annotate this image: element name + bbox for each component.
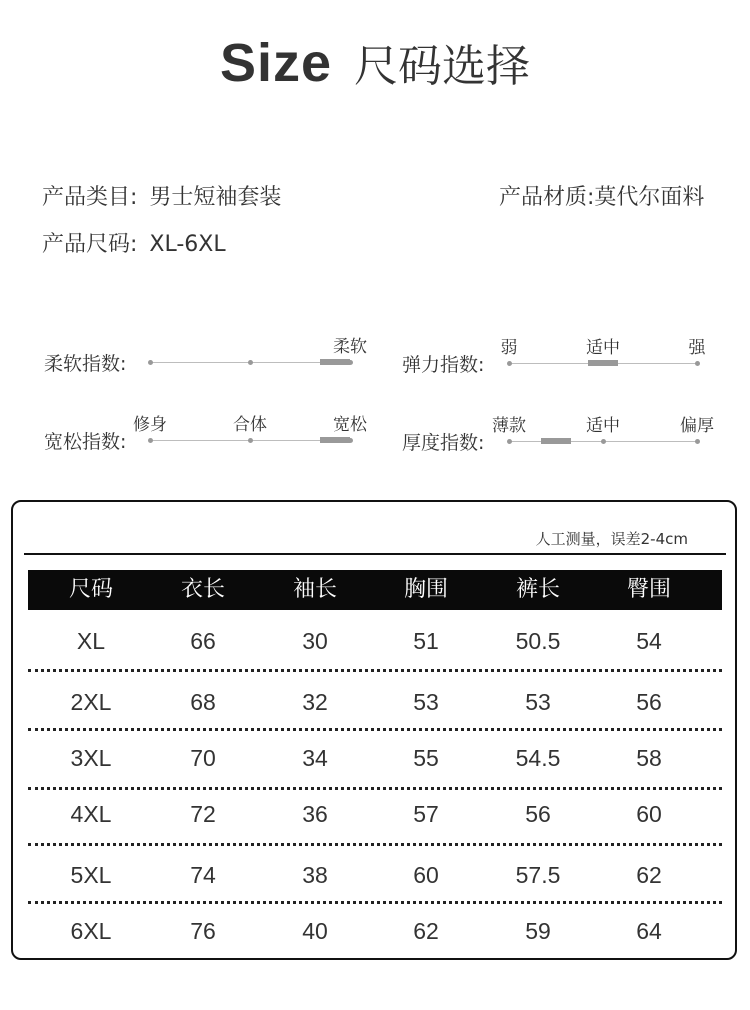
header-cell: 衣长 — [180, 577, 226, 602]
header-cell: 胸围 — [403, 577, 449, 602]
measurement-cell: 57.5 — [515, 862, 561, 888]
row-divider — [28, 728, 722, 731]
measurement-cell: 53 — [525, 689, 551, 715]
measurement-cell: 68 — [190, 689, 216, 715]
category-label: 产品类目: — [42, 185, 138, 210]
thickness-selected-marker — [541, 438, 571, 444]
elasticity-tick-label: 适中 — [586, 338, 620, 358]
fit-selected-marker — [320, 437, 350, 443]
thickness-tick-label: 偏厚 — [680, 416, 714, 436]
measurement-cell: 60 — [413, 862, 439, 888]
thickness-tick-label: 适中 — [586, 416, 620, 436]
measurement-cell: 40 — [302, 918, 328, 944]
header-cell: 臀围 — [626, 577, 672, 602]
measurement-cell: 62 — [413, 918, 439, 944]
fit-tick-dot — [248, 438, 253, 443]
measurement-cell: 56 — [525, 801, 551, 827]
category-info — [42, 180, 281, 211]
row-divider — [28, 787, 722, 790]
thickness-tick-dot — [695, 439, 700, 444]
thickness-tick-dot — [507, 439, 512, 444]
measurement-cell: 38 — [302, 862, 328, 888]
measurement-cell: 70 — [190, 745, 216, 771]
elasticity-tick-label: 强 — [688, 338, 706, 358]
title-chinese: 尺码选择 — [354, 41, 531, 92]
title-english: Size — [219, 33, 333, 93]
measurement-cell: 30 — [302, 628, 328, 654]
fit-tick-label: 修身 — [133, 415, 167, 435]
elasticity-tick-dot — [507, 361, 512, 366]
thickness-label: 厚度指数: — [402, 432, 485, 454]
row-divider — [28, 669, 722, 672]
measurement-cell: 56 — [636, 689, 662, 715]
category-value: 男士短袖套装 — [149, 185, 282, 210]
measurement-cell: 53 — [413, 689, 439, 715]
measurement-cell: 36 — [302, 801, 328, 827]
header-cell: 裤长 — [515, 577, 561, 602]
measurement-cell: 54.5 — [515, 745, 561, 771]
elasticity-tick-dot — [695, 361, 700, 366]
note-divider — [24, 553, 726, 555]
measurement-cell: 58 — [636, 745, 662, 771]
table-header — [28, 570, 722, 610]
softness-tick-dot — [148, 360, 153, 365]
measurement-cell: 57 — [413, 801, 439, 827]
measurement-cell: 62 — [636, 862, 662, 888]
size-cell: 6XL — [70, 918, 112, 944]
fit-tick-dot — [148, 438, 153, 443]
header-cell: 尺码 — [68, 577, 114, 602]
measurement-cell: 59 — [525, 918, 551, 944]
thickness-tick-label: 薄款 — [492, 416, 526, 436]
elasticity-tick-label: 弱 — [500, 338, 518, 358]
size-value: XL-6XL — [149, 232, 226, 257]
measurement-cell: 66 — [190, 628, 216, 654]
size-cell: 4XL — [70, 801, 112, 827]
material-value: 莫代尔面料 — [594, 185, 705, 210]
thickness-tick-dot — [601, 439, 606, 444]
measurement-cell: 51 — [413, 628, 439, 654]
size-info — [42, 227, 226, 258]
measurement-cell: 55 — [413, 745, 439, 771]
row-divider — [28, 843, 722, 846]
page-title — [0, 30, 750, 94]
measurement-cell: 34 — [302, 745, 328, 771]
measurement-cell: 60 — [636, 801, 662, 827]
size-cell: 3XL — [70, 745, 112, 771]
measurement-cell: 54 — [636, 628, 662, 654]
elasticity-selected-marker — [588, 360, 618, 366]
measurement-note: 人工测量，误差2-4cm — [535, 530, 688, 548]
measurement-cell: 74 — [190, 862, 216, 888]
fit-tick-label: 宽松 — [333, 415, 367, 435]
measurement-cell: 64 — [636, 918, 662, 944]
fit-label: 宽松指数: — [44, 431, 127, 453]
fit-tick-label: 合体 — [233, 415, 267, 435]
softness-tick-dot — [248, 360, 253, 365]
material-info — [499, 180, 704, 211]
material-label: 产品材质: — [499, 185, 595, 210]
measurement-cell: 76 — [190, 918, 216, 944]
row-divider — [28, 901, 722, 904]
measurement-cell: 32 — [302, 689, 328, 715]
size-cell: XL — [76, 628, 106, 654]
softness-tick-label: 柔软 — [333, 337, 367, 357]
header-cell: 袖长 — [292, 577, 338, 602]
size-cell: 2XL — [70, 689, 112, 715]
measurement-cell: 72 — [190, 801, 216, 827]
softness-selected-marker — [320, 359, 350, 365]
measurement-cell: 50.5 — [515, 628, 561, 654]
elasticity-label: 弹力指数: — [402, 354, 485, 376]
size-cell: 5XL — [70, 862, 112, 888]
size-label: 产品尺码: — [42, 232, 138, 257]
softness-label: 柔软指数: — [44, 353, 127, 375]
